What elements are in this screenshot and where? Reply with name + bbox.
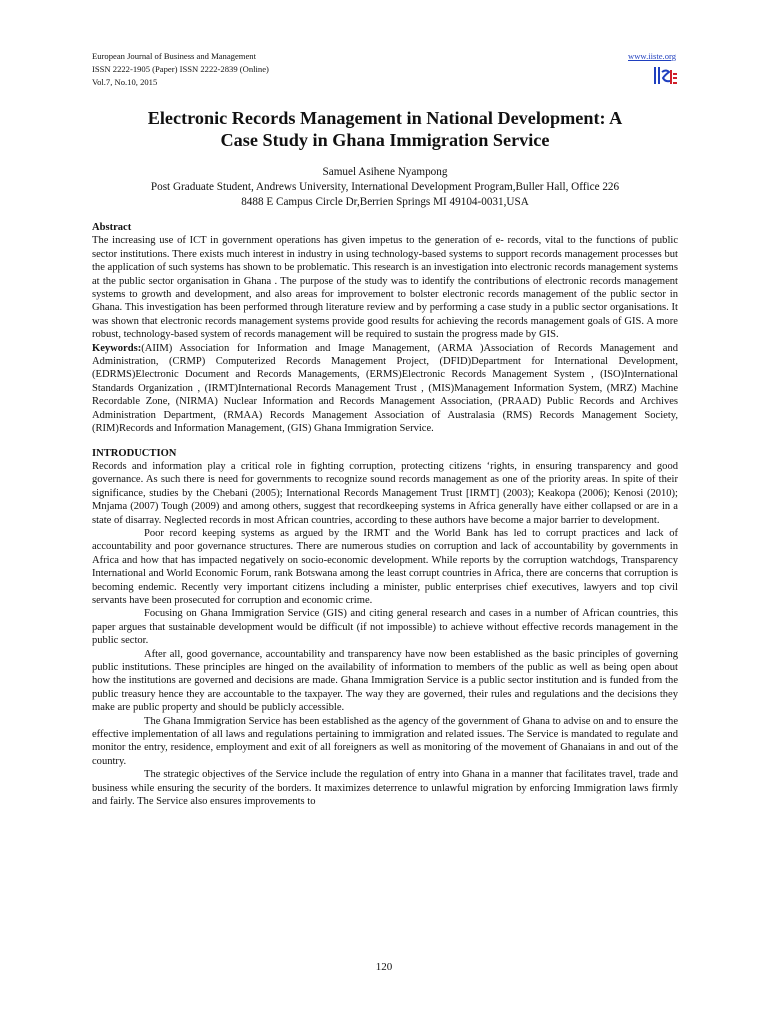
page-number: 120	[375, 961, 393, 973]
intro-paragraph: Poor record keeping systems as argued by the IRMT and the World Bank has led to corrupt practices and lack of accountability and poor governance structures. There are numerous studies on corruption and lack of accountability by governments in Africa and how that has impacted negatively on socio-economic development. While reports by the corruption watchdogs, Transparency International and World Economic Forum, rank Botswana among the least corrupt countries in Africa, there are concerns that corruption is becoming endemic. Recently very important citizens including a minister, public enterprises chief executives, lawyers and top civil servants have been prosecuted for corruption and economic crime.	[92, 527, 678, 606]
journal-url-link[interactable]: www.iiste.org	[628, 51, 676, 61]
author-block	[92, 165, 678, 210]
author-affiliation: Post Graduate Student, Andrews University, International Development Program,Buller Hall, Office 226	[150, 181, 620, 193]
intro-paragraph: The strategic objectives of the Service include the regulation of entry into Ghana in a manner that facilitates travel, trade and business while ensuring the security of the borders. It maximizes deterrence to unlawful migration by enforcing Immigration laws firmly and fairly. The Service also ensures improvements to	[92, 769, 678, 808]
intro-paragraph: The Ghana Immigration Service has been established as the agency of the government of Ghana to advise on and to ensure the effective implementation of all laws and regulations pertaining to immigration and related issues. The Service is mandated to regulate and monitor the entry, residence, employment and exit of all foreigners as well as monitoring of the movement of Ghanaians in and out of the country.	[92, 715, 678, 767]
intro-paragraph: Focusing on Ghana Immigration Service (GIS) and citing general research and cases in a number of African countries, this paper argues that sustainable development would be difficult (if not impossible) to achieve without effective records management in the public sector.	[92, 608, 678, 647]
intro-paragraph: After all, good governance, accountability and transparency have now been established as the basic principles of governing public institutions. These principles are hinged on the availability of information to members of the public as well as being open about how the institutions are governed and decisions are made. Ghana Immigration Service is a public sector institution and is funded from the public treasury hence they are accountable to the taxpayer. The way they are governed, their rules and regulations and the decisions they make are public property and should be publicly accessible.	[92, 648, 678, 714]
introduction-heading: INTRODUCTION	[92, 447, 177, 459]
keywords-label: Keywords:	[92, 342, 142, 354]
abstract-heading: Abstract	[92, 222, 132, 233]
author-name: Samuel Asihene Nyampong	[322, 166, 448, 178]
journal-header	[92, 50, 678, 89]
journal-volume: Vol.7, No.10, 2015	[92, 77, 158, 87]
iiste-logo-icon	[652, 64, 678, 90]
section-spacer	[92, 436, 678, 447]
paper-title	[92, 107, 678, 151]
journal-name: European Journal of Business and Management	[92, 51, 256, 61]
author-address: 8488 E Campus Circle Dr,Berrien Springs MI 49104-0031,USA	[241, 196, 529, 208]
keywords-paragraph	[92, 342, 678, 436]
journal-issn: ISSN 2222-1905 (Paper) ISSN 2222-2839 (Online)	[92, 64, 269, 74]
intro-paragraph: Records and information play a critical role in fighting corruption, protecting citizens ‘rights, in ensuring transparency and good governance. As such there is need for governments to recognize sound records management as one of the priority areas. In spite of their significance, studies by the Chebani (2005); International Records Management Trust [IRMT] (2003); Keakopa (2006); Kenosi (2010); Mnjama (2007) Tough (2009) and among others, suggest that recordkeeping systems in Africa generally have either collapsed or are in a state of disarray. Neglected records in most African countries, according to these authors have become a major barrier to development.	[92, 460, 678, 526]
abstract-text: The increasing use of ICT in government operations has given impetus to the generation of e- records, vital to the functions of public sector institutions. There exists much interest in industry in using technology-based systems to support records management processes but the application of such systems has shown to be problematic. This research is an investigation into electronic records management systems at the public sector organisation in Ghana . The purpose of the study was to identify the contributions of electronic records management systems to growth and development, and also areas for improvement to bolster electronic records management of the public sector in Ghana. This investigation has been performed through literature review and by performing a case study in a public sector organisations. It was shown that electronic records management systems provide good results for achieving the records management goals of GIS. A more robust, technology-based system of records management will be required to sustain the progress made by GIS.	[92, 235, 678, 341]
title-line: Electronic Records Management in National Development: A	[147, 108, 623, 128]
title-line: Case Study in Ghana Immigration Service	[220, 130, 550, 150]
paper-body	[92, 221, 678, 808]
keywords-text: (AIIM) Association for Information and Image Management, (ARMA )Association of Records Management and Administration, (CRMP) Computerized Records Management Project, (DFID)Department for International Development, (EDRMS)Electronic Document and Records Managements, (ERMS)Electronic Records Management System , (ISO)International Standards Organization , (IRMT)International Records Management Trust , (MIS)Management Information System, (MRZ) Machine Recordable Zone, (NIRMA) Nuclear Information and Records Management Association, (PRAAD) Public Records and Archives Administration Department, (RMAA) Records Management Association of Australasia (RMS) Records Management Society, (RIM)Records and Information Management, (GIS) Ghana Immigration Service.	[92, 342, 678, 435]
